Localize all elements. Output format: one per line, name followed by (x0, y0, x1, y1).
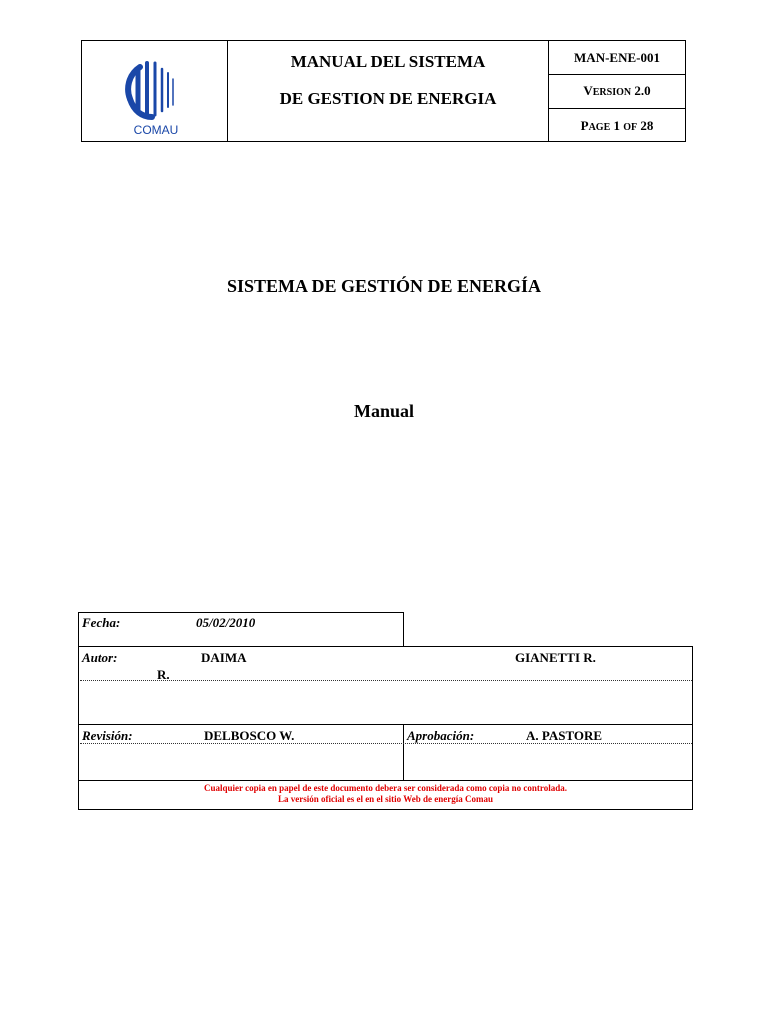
logo-text: COMAU (133, 123, 179, 137)
notice-line1: Cualquier copia en papel de este documento debera ser considerada como copia no controlada. (204, 783, 567, 793)
main-title: SISTEMA DE GESTIÓN DE ENERGÍA (226, 276, 542, 296)
revision-value: DELBOSCO W. (204, 728, 295, 743)
autor-value-1-cont: R. (157, 667, 170, 682)
document-code: MAN-ENE-001 (574, 50, 660, 65)
page-count: PAGE 1 OF 28 (580, 118, 654, 133)
autor-label: Autor: (82, 650, 118, 665)
aprobacion-label: Aprobación: (407, 728, 475, 743)
document-header (81, 40, 686, 142)
header-title-line1: MANUAL DEL SISTEMA (290, 52, 486, 71)
autor-value-1: DAIMA (201, 650, 247, 665)
aprobacion-value: A. PASTORE (526, 728, 603, 743)
notice-line2: La versión oficial es el en el sitio Web de energía Comau (277, 794, 494, 804)
autor-value-2: GIANETTI R. (515, 650, 596, 665)
fecha-value: 05/02/2010 (196, 615, 256, 630)
header-title-line2: DE GESTION DE ENERGIA (279, 89, 497, 108)
comau-logo (116, 51, 196, 137)
version-label: VERSION 2.0 (583, 83, 651, 98)
subtitle: Manual (353, 401, 414, 421)
signature-table (78, 646, 693, 781)
revision-label: Revisión: (82, 728, 133, 743)
fecha-label: Fecha: (82, 615, 121, 630)
